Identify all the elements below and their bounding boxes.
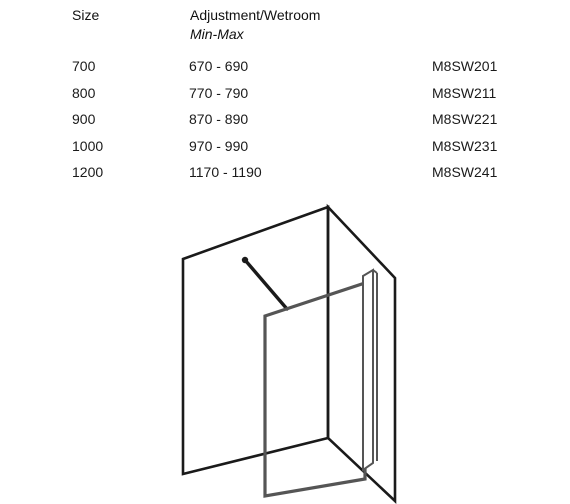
range-cell: 870 - 890 [189, 111, 249, 127]
glass-panel-outline [265, 283, 365, 496]
min-max-subheader: Min-Max [190, 26, 244, 42]
product-code-cell: M8SW241 [432, 164, 498, 180]
product-code-cell: M8SW201 [432, 58, 498, 74]
table-row [0, 164, 570, 191]
range-cell: 970 - 990 [189, 137, 249, 154]
product-code-cell: M8SW221 [432, 111, 498, 127]
table-row [0, 58, 570, 85]
support-arm [245, 260, 287, 309]
support-arm-wall-fixing [242, 257, 248, 263]
table-row [0, 138, 570, 165]
table-row [0, 111, 570, 138]
size-cell: 700 [72, 58, 96, 74]
size-cell: 1000 [72, 137, 104, 154]
size-cell: 900 [72, 111, 96, 127]
size-column-header: Size [72, 7, 100, 23]
side-wall-outline [328, 207, 395, 501]
range-cell: 770 - 790 [189, 84, 249, 101]
range-cell: 670 - 690 [189, 58, 249, 74]
spec-table [0, 58, 570, 191]
shower-screen-diagram [0, 200, 570, 504]
size-cell: 800 [72, 84, 96, 101]
adjustment-column-header: Adjustment/Wetroom [190, 7, 321, 23]
product-code-cell: M8SW211 [432, 84, 497, 101]
size-cell: 1200 [72, 164, 104, 180]
wall-profile-channel [363, 270, 373, 470]
range-cell: 1170 - 1190 [189, 164, 262, 180]
table-row [0, 85, 570, 112]
product-code-cell: M8SW231 [432, 137, 498, 154]
back-wall-outline [183, 207, 328, 474]
